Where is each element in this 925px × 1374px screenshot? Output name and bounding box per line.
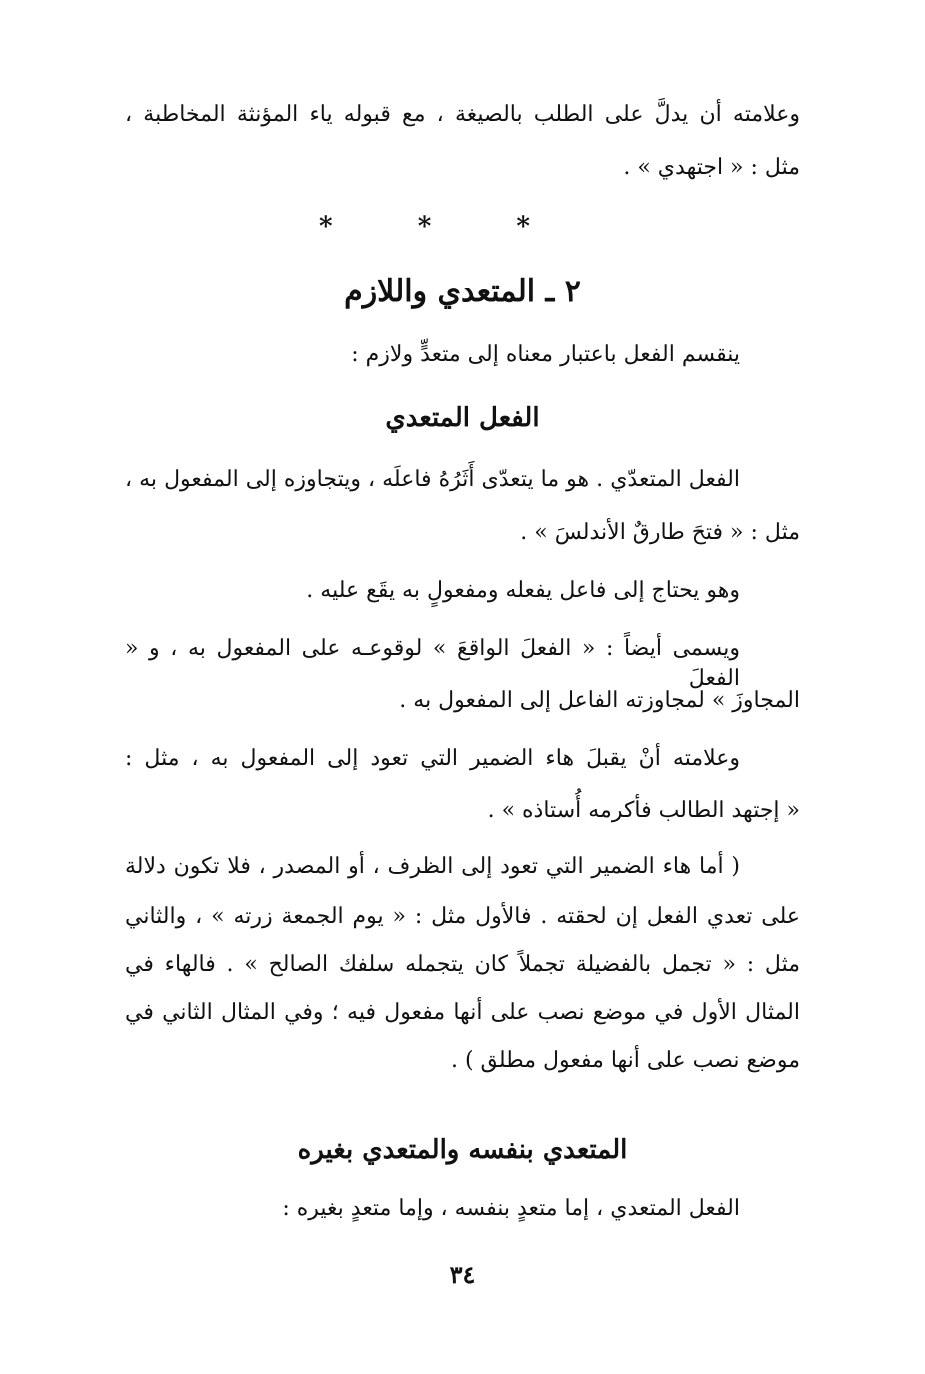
page-number: ٣٤	[449, 1260, 476, 1289]
text-line: الفعل المتعدّي . هو ما يتعدّى أَثَرُهُ فاعلَه ، ويتجاوزه إلى المفعول به ،	[125, 467, 740, 492]
subheading-transitive-verb: الفعل المتعدي	[385, 403, 540, 433]
text-line: مثل : « فتحَ طارقٌ الأندلسَ » .	[520, 520, 800, 545]
text-line: وعلامته أنْ يقبلَ هاء الضمير التي تعود إلى المفعول به ، مثل :	[125, 746, 740, 771]
text-line: وهو يحتاج إلى فاعل يفعله ومفعولٍ به يقَع عليه .	[306, 578, 740, 603]
text-line: ( أما هاء الضمير التي تعود إلى الظرف ، أو المصدر ، فلا تكون دلالة	[125, 854, 740, 879]
section-separator: * * *	[319, 212, 568, 242]
text-line: المثال الأول في موضع نصب على أنها مفعول فيه ؛ وفي المثال الثاني في	[125, 1000, 800, 1025]
text-line: مثل : « تجمل بالفضيلة تجملاً كان يتجمله سلفك الصالح » . فالهاء في	[125, 952, 800, 977]
text-line: على تعدي الفعل إن لحقته . فالأول مثل : « يوم الجمعة زرته » ، والثاني	[125, 904, 800, 929]
text-line: وعلامته أن يدلَّ على الطلب بالصيغة ، مع قبوله ياء المؤنثة المخاطبة ،	[125, 102, 800, 127]
text-line: الفعل المتعدي ، إما متعدٍ بنفسه ، وإما متعدٍ بغيره :	[282, 1196, 740, 1221]
text-line: مثل : « اجتهدي » .	[623, 155, 800, 180]
text-line: موضع نصب على أنها مفعول مطلق ) .	[450, 1048, 800, 1073]
subheading-transitive-types: المتعدي بنفسه والمتعدي بغيره	[297, 1135, 628, 1165]
section-intro: ينقسم الفعل باعتبار معناه إلى متعدٍّ ولازم :	[351, 342, 740, 367]
section-heading: ٢ ـ المتعدي واللازم	[344, 274, 581, 309]
text-line: ويسمى أيضاً : « الفعلَ الواقعَ » لوقوعـه على المفعول به ، و « الفعلَ	[125, 636, 740, 691]
text-line: « إجتهد الطالب فأكرمه أُستاذه » .	[487, 798, 800, 823]
text-line: المجاوزَ » لمجاوزته الفاعل إلى المفعول به .	[399, 688, 800, 713]
